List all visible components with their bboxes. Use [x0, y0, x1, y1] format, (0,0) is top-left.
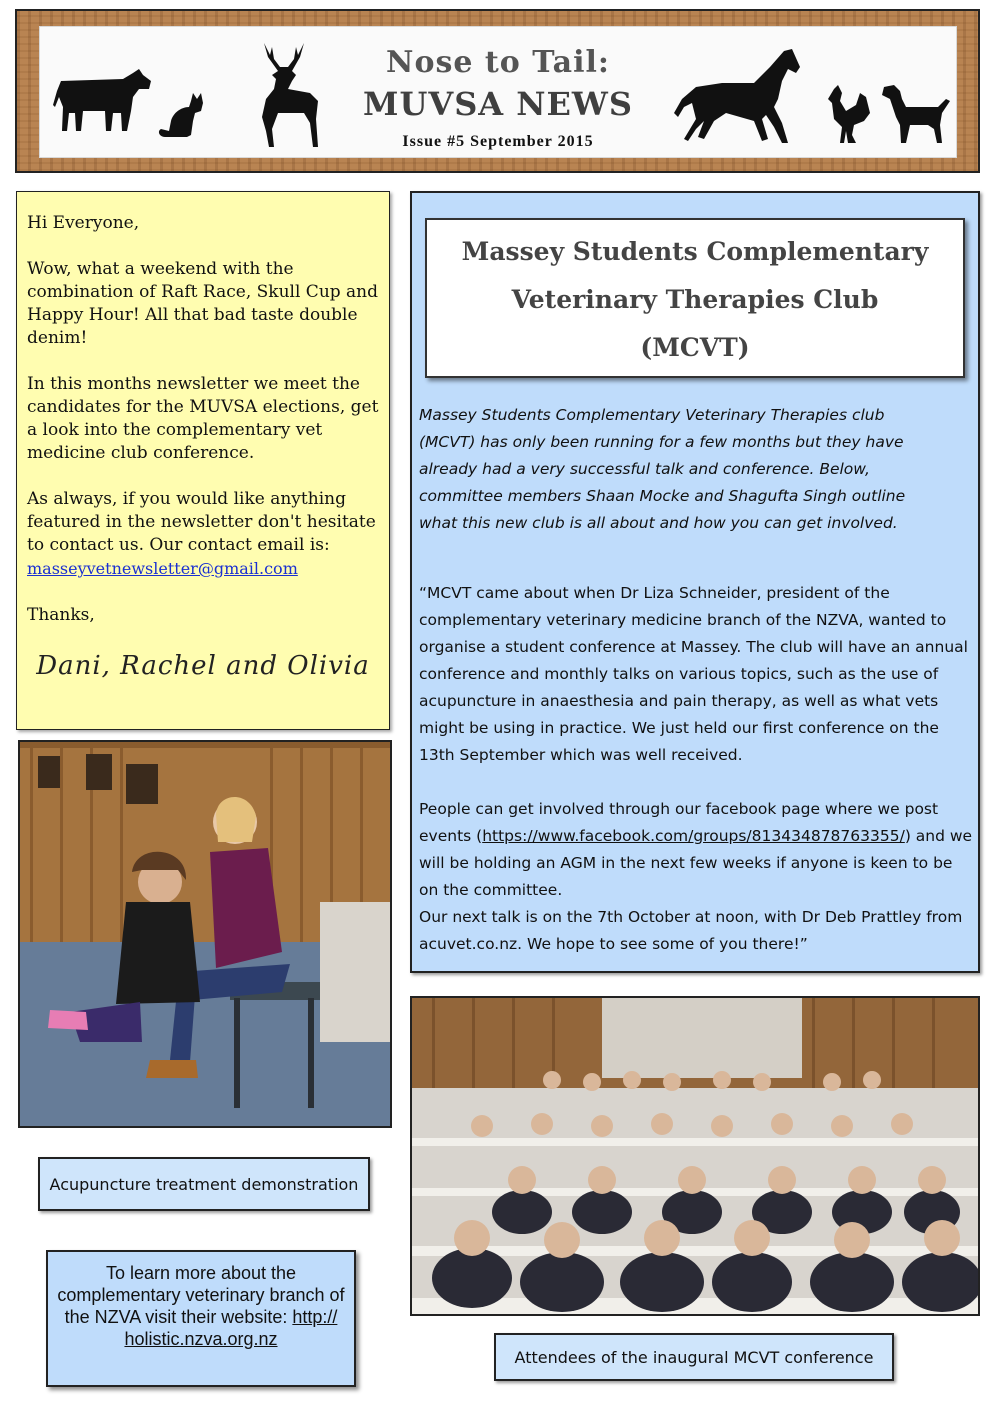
conference-attendees-photo — [410, 996, 980, 1316]
learn-more-box — [46, 1250, 356, 1387]
issue-date: Issue #5 September 2015 — [402, 133, 594, 150]
editors-signature: Dani, Rachel and Olivia — [36, 651, 370, 681]
learn-more-text: To learn more about the complementary veterinary branch of the NZVA visit their website: — [57, 1263, 345, 1327]
masthead-panel — [39, 26, 957, 158]
article-intro: Massey Students Complementary Veterinary Therapies club (MCVT) has only been running for a few months but they have already had a very successful talk and conference. Below, committee members Shaan Mocke and Shagufta Singh outline what this new club is all about and how you can get involved. — [419, 406, 906, 532]
letter-paragraph-3 — [27, 488, 379, 581]
letter-paragraph-3-text: As always, if you would like anything featured in the newsletter don't hesitate to contact us. Our contact email is: — [27, 489, 376, 555]
article-heading-line-2: Veterinary Therapies Club — [511, 285, 879, 314]
nzva-website-link-part-1[interactable]: http:// — [292, 1307, 338, 1327]
article-paragraph-2-start: People can get involved through our facebook page where we post events ( — [419, 800, 939, 845]
article-paragraph-3: Our next talk is on the 7th October at noon, with Dr Deb Prattley from acuvet.co.nz. We hope to see some of you there!” — [419, 908, 963, 953]
article-heading-line-1: Massey Students Complementary — [461, 237, 929, 266]
photo-caption-acupuncture: Acupuncture treatment demonstration — [38, 1157, 370, 1211]
acupuncture-demo-illustration — [20, 742, 392, 1128]
letter-paragraph-1: Wow, what a weekend with the combination of Raft Race, Skull Cup and Happy Hour! All that bad taste double denim! — [27, 259, 379, 348]
nzva-website-link-part-2[interactable]: holistic.nzva.org.nz — [124, 1329, 278, 1349]
newsletter-subtitle: MUVSA NEWS — [363, 85, 633, 123]
conference-attendees-illustration — [412, 998, 980, 1316]
article-body — [419, 580, 974, 985]
newsletter-title: Nose to Tail: — [386, 45, 610, 80]
article-paragraph-1: “MCVT came about when Dr Liza Schneider, president of the complementary veterinary medicine branch of the NZVA, wanted to organise a student conference at Massey. The club will have an annual conference and monthly talks on various topics, such as the use of acupuncture in anaesthesia and pain therapy, as well as what vets might be using in practice. We just held our first conference on the 13th September which was well received. — [419, 584, 968, 764]
photo-caption-attendees: Attendees of the inaugural MCVT conference — [494, 1333, 894, 1381]
letter-greeting: Hi Everyone, — [27, 213, 140, 233]
letter-paragraph-2: In this months newsletter we meet the candidates for the MUVSA elections, get a look into the complementary vet medicine club conference. — [27, 374, 379, 463]
acupuncture-demo-photo — [18, 740, 392, 1128]
letter-closing: Thanks, — [27, 605, 95, 625]
article-paragraph-2-end: ) and we will be holding an AGM in the next few weeks if anyone is keen to be on the committee. — [419, 827, 973, 899]
masthead-banner — [15, 9, 980, 173]
article-paragraph-2 — [419, 796, 974, 904]
editors-letter — [16, 191, 390, 730]
article-heading-line-3: (MCVT) — [640, 333, 750, 362]
facebook-group-link[interactable]: https://www.facebook.com/groups/813434878763355/ — [482, 827, 905, 845]
contact-email-link[interactable]: masseyvetnewsletter@gmail.com — [27, 559, 298, 578]
article-heading-box — [425, 218, 965, 378]
